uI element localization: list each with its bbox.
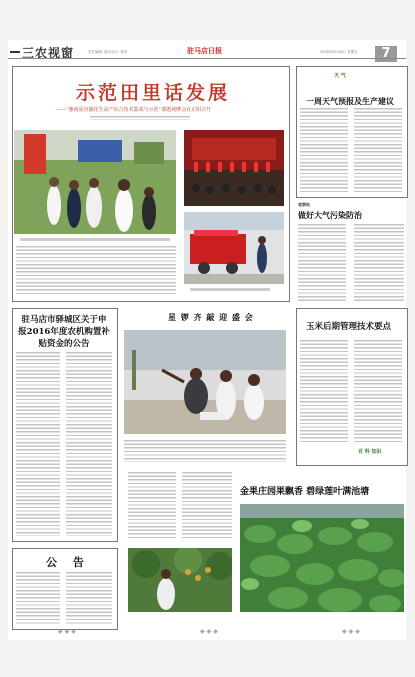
footer-ornament-right: ◆◆◆	[342, 628, 362, 635]
corn-headline: 玉米后期管理技术要点	[306, 322, 392, 332]
announcement-body-left	[16, 572, 60, 624]
gongs-caption-text	[124, 440, 286, 462]
lead-photo-field-visit	[14, 130, 176, 234]
pollution-body-right	[354, 224, 404, 302]
lead-body-text	[16, 246, 176, 296]
header-meta-left: 责任编辑 ·版式设计 ·校对	[88, 50, 128, 54]
subsidy-headline: 驻马店市驿城区关于申报2016年度农机购置补贴资金的公告	[18, 315, 110, 349]
orchard-photo	[128, 548, 232, 612]
lead-photo-meeting	[184, 130, 284, 206]
lead-photo-machinery	[184, 212, 284, 284]
header-rule	[8, 58, 406, 59]
pollution-headline: 做好大气污染防治	[298, 210, 362, 220]
pollution-tag: 观察站	[298, 202, 310, 207]
lead-byline	[90, 116, 190, 120]
gongs-photo	[124, 330, 286, 434]
page-number: 7	[375, 46, 397, 62]
corn-body-left	[300, 340, 348, 444]
announcement-body-right	[66, 572, 112, 624]
weather-headline: 一周天气预报及生产建议	[306, 96, 394, 106]
subsidy-body-left	[16, 352, 60, 536]
knowledge-tag: 百 科 知识	[358, 449, 382, 455]
lower-middle-text-left	[128, 472, 176, 538]
section-title: 三农视窗	[22, 46, 75, 60]
header-dash	[10, 51, 20, 53]
weather-body-right	[354, 108, 402, 192]
footer-ornament-left: ◆◆◆	[58, 628, 78, 635]
lead-subhead: ——“豫南夏直播花生高产综合技术集成与示范”课题观摩会在正阳召开	[56, 107, 212, 113]
gongs-headline: 星 锣 齐 敲 迎 盛 会	[168, 312, 254, 322]
announcement-title: 公 告	[46, 556, 90, 569]
newspaper-logo: 驻马店日报	[187, 47, 222, 55]
subsidy-body-right	[66, 352, 112, 536]
lead-headline: 示范田里话发展	[76, 82, 231, 104]
footer-ornament-middle: ◆◆◆	[200, 628, 220, 635]
machinery-caption	[190, 288, 270, 291]
weather-tag: 天 气	[334, 73, 346, 79]
lower-middle-text-right	[182, 472, 232, 538]
garden-headline: 金果庄园果飘香 碧绿莲叶满池塘	[240, 487, 370, 497]
pollution-body-left	[298, 224, 346, 302]
weather-body-left	[300, 108, 348, 192]
corn-body-right	[354, 340, 402, 444]
header-meta-right: 2016年8月26日 星期五	[320, 50, 358, 54]
lotus-pond-photo	[240, 504, 404, 612]
lead-photo-caption	[20, 238, 170, 241]
